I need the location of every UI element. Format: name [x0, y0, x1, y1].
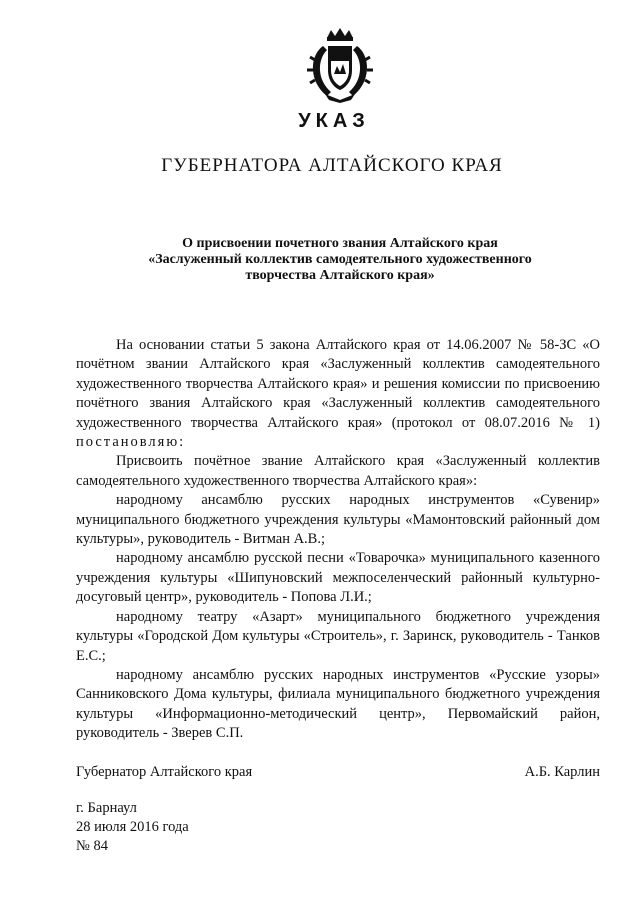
document-footer	[76, 799, 189, 856]
list-item: народному ансамблю русских народных инструментов «Русские узоры» Санниковского Дома культуры, филиала муниципального бюджетного учреждения культуры «Информационно-методический центр», Первомайский район, руководитель - Зверев С.П.	[76, 666, 600, 742]
decree-subject	[100, 236, 580, 284]
document-title: УКАЗ	[298, 110, 370, 132]
decree-word: постановляю:	[76, 434, 186, 451]
decree-body	[76, 336, 600, 744]
assign-intro: Присвоить почётное звание Алтайского края «Заслуженный коллектив самодеятельного художественного творчества Алтайского края»:	[76, 453, 600, 489]
coat-of-arms-icon	[301, 26, 379, 104]
document-subtitle: ГУБЕРНАТОРА АЛТАЙСКОГО КРАЯ	[161, 155, 503, 176]
preamble-text: На основании статьи 5 закона Алтайского края от 14.06.2007 № 58-ЗС «О почётном звании Алтайского края «Заслуженный коллектив самодеятельного художественного творчества Алтайского края» и решения комиссии по присвоению почётного звания Алтайского края «Заслуженный коллектив самодеятельного художественного творчества Алтайского края» (протокол от 08.07.2016 № 1)	[76, 337, 600, 431]
signature-name: А.Б. Карлин	[524, 764, 600, 780]
signature-position: Губернатор Алтайского края	[76, 764, 253, 780]
list-item: народному театру «Азарт» муниципального бюджетного учреждения культуры «Городской Дом культуры «Строитель», г. Заринск, руководитель - Танков Е.С.;	[76, 608, 600, 664]
preamble-paragraph	[76, 336, 600, 452]
subject-line-1: О присвоении почетного звания Алтайского края	[182, 236, 498, 251]
list-item: народному ансамблю русских народных инструментов «Сувенир» муниципального бюджетного учреждения культуры «Мамонтовский районный дом культуры», руководитель - Витман А.В.;	[76, 492, 600, 548]
list-item: народному ансамблю русской песни «Товарочка» муниципального казенного учреждения культуры «Шипуновский межпоселенческий районный культурно-досуговый центр», руководитель - Попова Л.И.;	[76, 550, 600, 606]
footer-city: г. Барнаул	[76, 800, 137, 816]
footer-number: № 84	[76, 838, 108, 854]
footer-date: 28 июля 2016 года	[76, 819, 189, 835]
subject-line-3: творчества Алтайского края»	[245, 268, 435, 283]
subject-line-2: «Заслуженный коллектив самодеятельного художественного	[148, 252, 532, 267]
